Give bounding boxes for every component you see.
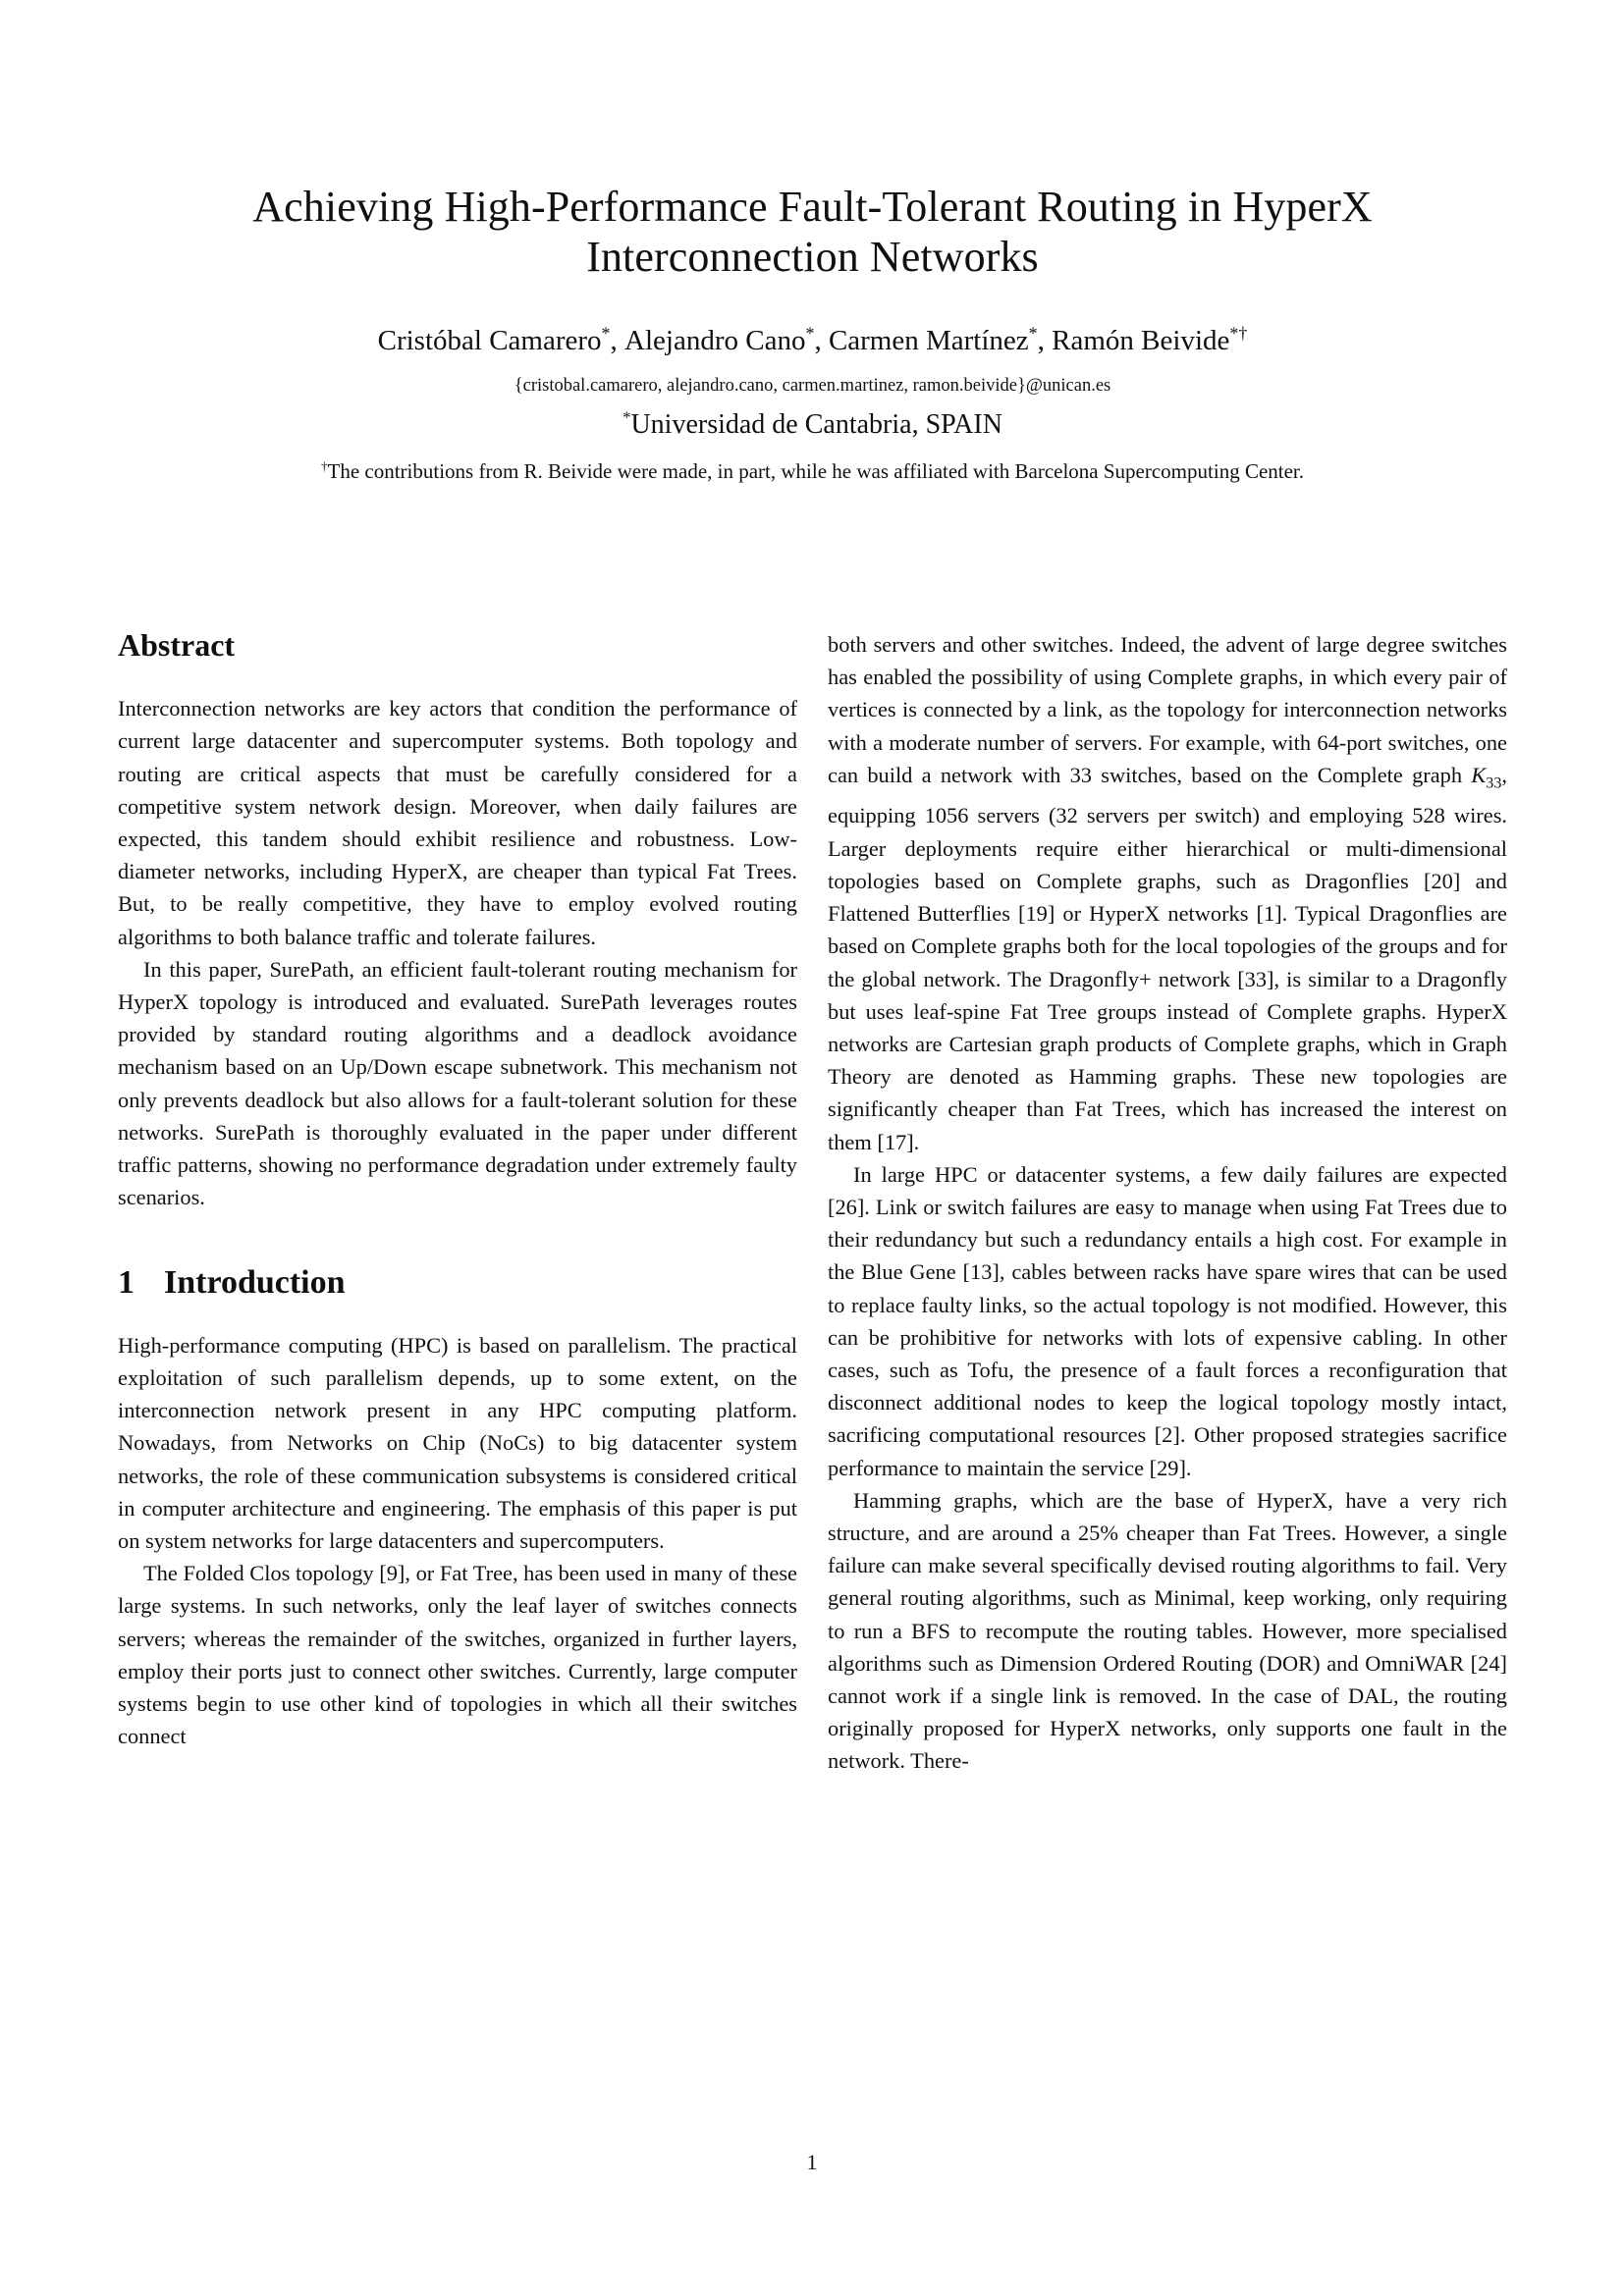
page-number: 1 — [806, 2150, 818, 2174]
left-column — [118, 628, 797, 1752]
affiliation — [118, 408, 1507, 442]
author-sep-0: , — [610, 324, 625, 356]
introduction-heading — [118, 1264, 797, 1301]
author-sep-2: , — [1037, 324, 1053, 356]
author-name-0: Cristóbal Camarero — [377, 324, 602, 356]
right-column — [828, 628, 1507, 1778]
abstract-paragraph-2: In this paper, SurePath, an efficient fault-tolerant routing mechanism for HyperX topology is introduced and evaluated. SurePath leverages routes provided by standard routing algorithms and a deadlock avoidance mechanism based on an Up/Down escape subnetwork. This mechanism not only prevents deadlock but also allows for a fault-tolerant solution for these networks. SurePath is thoroughly evaluated in the paper under different traffic patterns, showing no performance degradation under extremely faulty scenarios. — [118, 956, 797, 1210]
right-paragraph-hamming-graphs: Hamming graphs, which are the base of HyperX, have a very rich structure, and are around a 25% cheaper than Fat Trees. However, a single failure can make several specifically devised routing algorithms to fail. Very general routing algorithms, such as Minimal, keep working, only requiring to run a BFS to recompute the routing tables. However, more specialised algorithms such as Dimension Ordered Routing (DOR) and OmniWAR [24] cannot work if a single link is removed. In the case of DAL, the routing originally proposed for HyperX networks, only supports one fault in the network. There- — [828, 1487, 1507, 1774]
footnote-mark: † — [320, 457, 328, 473]
math-subscript: 33 — [1486, 774, 1502, 792]
title-block — [118, 182, 1507, 484]
footnote-text: The contributions from R. Beivide were made, in part, while he was affiliated with Barcelona Supercomputing Center. — [327, 458, 1305, 483]
introduction-paragraph-1: High-performance computing (HPC) is based on parallelism. The practical exploitation of such parallelism depends, up to some extent, on the interconnection network present in any HPC computing platform. Nowadays, from Networks on Chip (NoCs) to big datacenter system networks, the role of these communication subsystems is considered critical in computer architecture and engineering. The emphasis of this paper is put on system networks for large datacenters and supercomputers. — [118, 1332, 797, 1554]
author-name-1: Alejandro Cano — [624, 324, 806, 356]
author-mark-0: * — [601, 323, 611, 344]
author-mark-3: *† — [1229, 323, 1248, 344]
introduction-section-number: 1 — [118, 1264, 135, 1302]
right-paragraph-daily-failures: In large HPC or datacenter systems, a few daily failures are expected [26]. Link or switch failures are easy to manage when using Fat Trees due to their redundancy but such a redundancy entails a high cost. For example in the Blue Gene [13], cables between racks have spare wires that can be used to replace faulty links, so the actual topology is not modified. However, this can be prohibitive for networks with lots of expensive cabling. In other cases, such as Tofu, the presence of a fault forces a reconfiguration that disconnect additional nodes to keep the logical topology mostly intact, sacrificing computational resources [2]. Other proposed strategies sacrifice performance to maintain the service [29]. — [828, 1161, 1507, 1480]
author-name-3: Ramón Beivide — [1052, 324, 1230, 356]
abstract-heading: Abstract — [118, 627, 236, 663]
math-complete-graph-symbol — [1471, 762, 1502, 792]
right-paragraph-complete-graphs — [828, 628, 1507, 1158]
complete-graphs-text-before: both servers and other switches. Indeed, the advent of large degree switches has enabled the possibility of using Complete graphs, in which every pair of vertices is connected by a link, as the topology for interconnection networks with a moderate number of servers. For example, with 64-port switches, one can build a network with 33 switches, based on the Complete graph — [828, 632, 1507, 787]
author-list — [118, 324, 1507, 358]
author-mark-2: * — [1028, 323, 1038, 344]
introduction-paragraph-2: The Folded Clos topology [9], or Fat Tree, has been used in many of these large systems. In such networks, only the leaf layer of switches connects servers; whereas the remainder of the switches, organized in further layers, employ their ports just to connect other switches. Currently, large computer systems begin to use other kind of topologies in which all their switches connect — [118, 1561, 797, 1749]
affiliation-text: Universidad de Cantabria, SPAIN — [630, 408, 1002, 440]
page-title: Achieving High-Performance Fault-Tolerant Routing in HyperX Interconnection Networks — [252, 183, 1373, 282]
math-base: K — [1471, 762, 1487, 787]
title-footnote — [118, 459, 1507, 484]
abstract-paragraph-1: Interconnection networks are key actors that condition the performance of current large datacenter and supercomputer systems. Both topology and routing are critical aspects that must be carefully considered for a competitive system network design. Moreover, when daily failures are expected, this tandem should exhibit resilience and robustness. Low-diameter networks, including HyperX, are cheaper than typical Fat Trees. But, to be really competitive, they have to employ evolved routing algorithms to both balance traffic and tolerate failures. — [118, 696, 797, 949]
author-name-2: Carmen Martínez — [828, 324, 1029, 356]
author-sep-1: , — [814, 324, 829, 356]
author-mark-1: * — [805, 323, 815, 344]
complete-graphs-text-after: , equipping 1056 servers (32 servers per switch) and employing 528 wires. Larger deployments require either hierarchical or multi-dimensional topologies based on Complete graphs, such as Dragonflies [20] and Flattened Butterflies [19] or HyperX networks [1]. Typical Dragonflies are based on Complete graphs both for the local topologies of the groups and for the global network. The Dragonfly+ network [33], is similar to a Dragonfly but uses leaf-spine Fat Tree groups instead of Complete graphs. HyperX networks are Cartesian graph products of Complete graphs, which in Graph Theory are denoted as Hamming graphs. These new topologies are significantly cheaper than Fat Trees, which has increased the interest on them [17]. — [828, 762, 1507, 1154]
introduction-heading-label: Introduction — [164, 1264, 346, 1302]
affiliation-mark: * — [623, 407, 631, 427]
author-emails: {cristobal.camarero, alejandro.cano, carmen.martinez, ramon.beivide}@unican.es — [514, 375, 1111, 396]
